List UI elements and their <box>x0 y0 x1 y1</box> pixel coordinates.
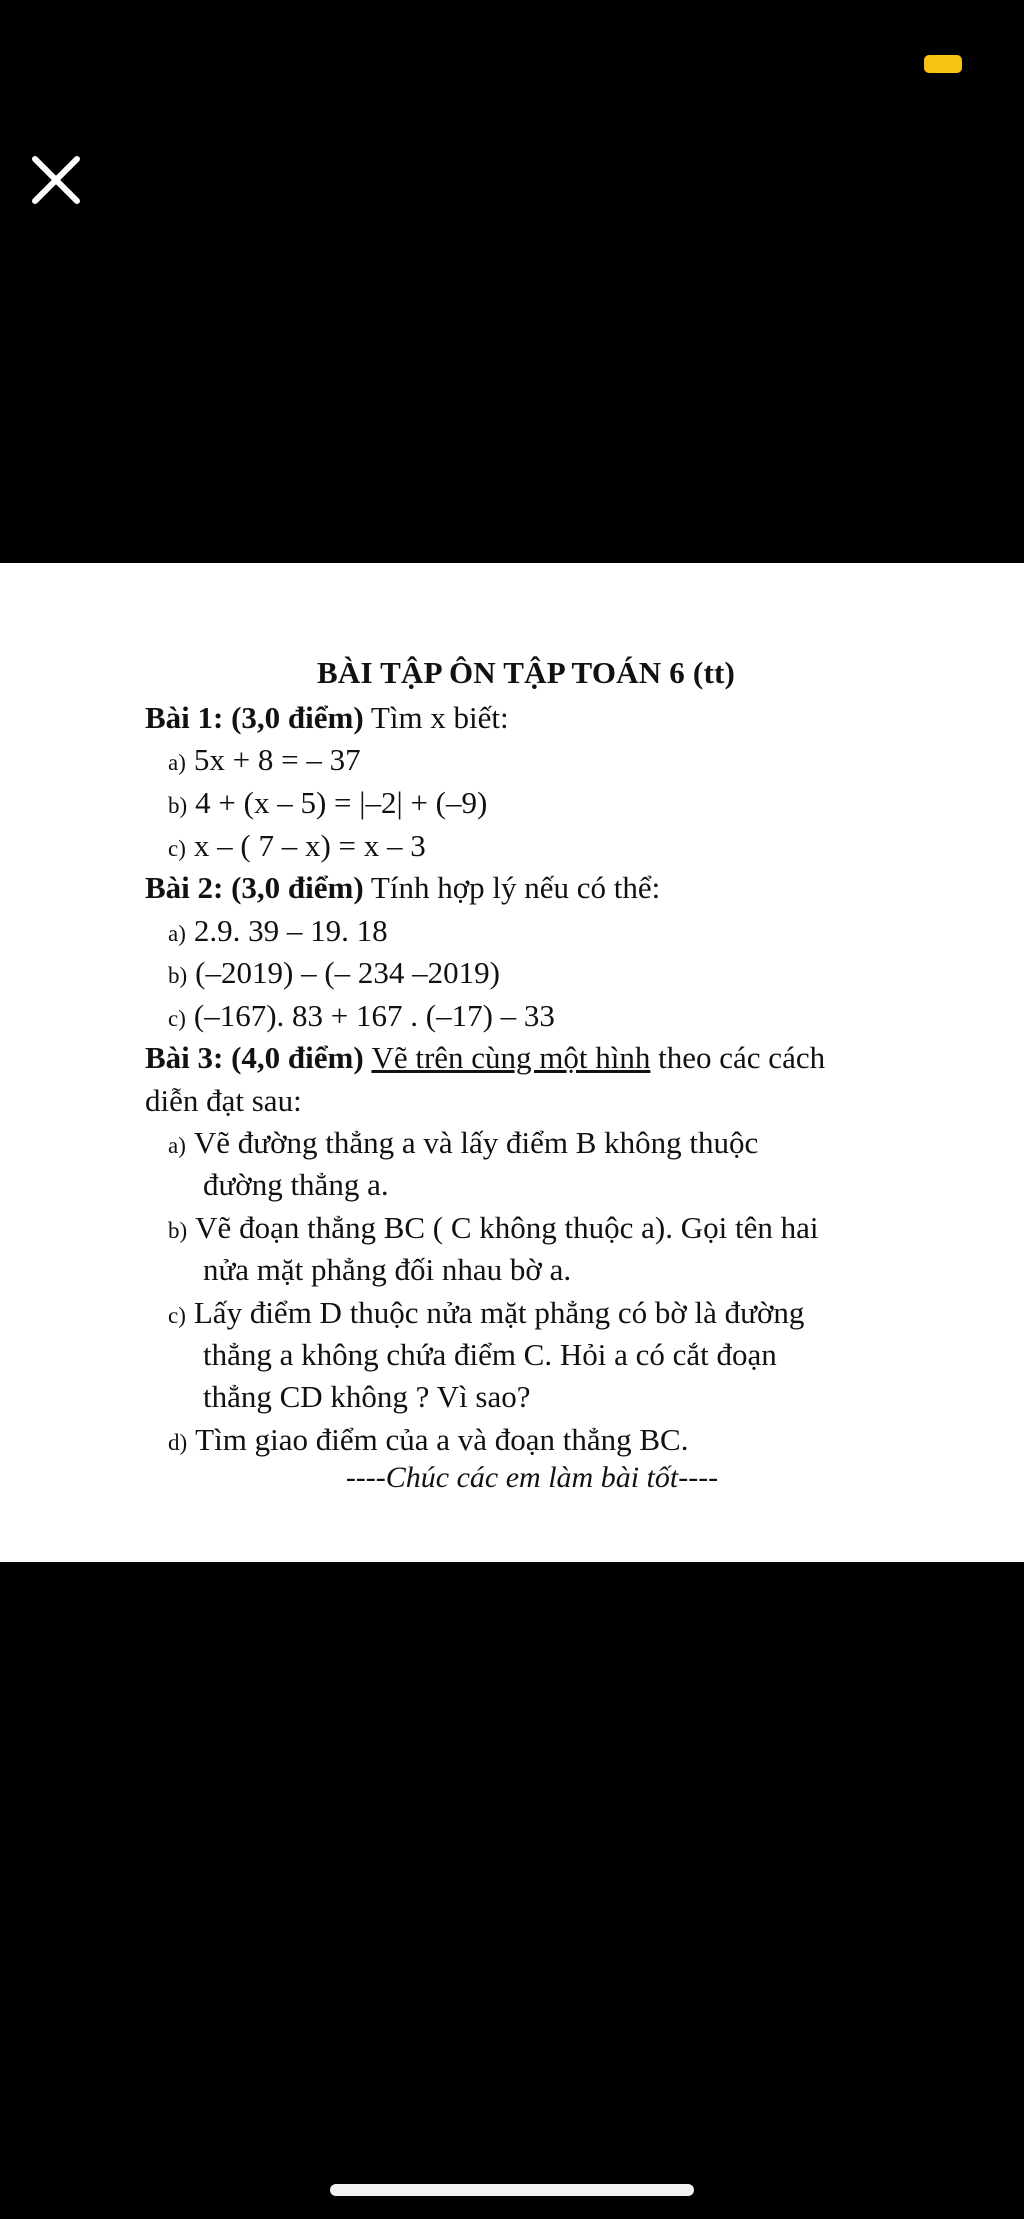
bai3-item-a-line1: a) Vẽ đường thẳng a và lấy điểm B không thuộc <box>168 1125 759 1160</box>
bai1-heading-line <box>145 698 509 738</box>
bai3-item-d-line1: d) Tìm giao điểm của a và đoạn thẳng BC. <box>168 1422 689 1457</box>
bai1-heading: Bài 1: (3,0 điểm) <box>145 700 364 735</box>
recording-indicator <box>924 55 962 73</box>
bai2-item-a: a) 2.9. 39 – 19. 18 <box>168 913 388 948</box>
bai1-item-b: b) 4 + (x – 5) = |–2| + (–9) <box>168 785 488 820</box>
bai1-item-a: a) 5x + 8 = – 37 <box>168 742 361 777</box>
bai2-item-b: b) (–2019) – (– 234 –2019) <box>168 955 500 990</box>
bai2-heading-line <box>145 868 660 908</box>
bai3-item-c-line1: c) Lấy điểm D thuộc nửa mặt phẳng có bờ là đường <box>168 1295 805 1330</box>
bai3-underlined: Vẽ trên cùng một hình <box>371 1040 651 1075</box>
bai2-prompt: Tính hợp lý nếu có thể: <box>363 870 661 905</box>
document-photo <box>0 563 1024 1562</box>
bai3-item-b-line2: nửa mặt phẳng đối nhau bờ a. <box>203 1252 572 1287</box>
home-indicator[interactable] <box>330 2184 694 2196</box>
bai3-item-c-line3: thẳng CD không ? Vì sao? <box>203 1379 531 1414</box>
bai3-prompt-line2: diễn đạt sau: <box>145 1083 302 1118</box>
closing-line: ----Chúc các em làm bài tốt---- <box>345 1461 719 1494</box>
bai3-item-c-line2: thẳng a không chứa điểm C. Hỏi a có cắt đoạn <box>203 1337 777 1372</box>
bai3-item-b-line1: b) Vẽ đoạn thẳng BC ( C không thuộc a). Gọi tên hai <box>168 1210 819 1245</box>
bai3-item-a-line2: đường thẳng a. <box>203 1167 389 1202</box>
close-button[interactable] <box>26 150 86 210</box>
bai1-item-c: c) x – ( 7 – x) = x – 3 <box>168 828 426 863</box>
bai2-item-c: c) (–167). 83 + 167 . (–17) – 33 <box>168 998 555 1033</box>
bai1-prompt: Tìm x biết: <box>363 700 509 735</box>
document-title: BÀI TẬP ÔN TẬP TOÁN 6 (tt) <box>316 655 736 690</box>
bai3-heading-line <box>145 1038 825 1078</box>
close-icon <box>26 150 86 210</box>
bai3-heading: Bài 3: (4,0 điểm) <box>145 1040 364 1075</box>
bai2-heading: Bài 2: (3,0 điểm) <box>145 870 364 905</box>
bai3-prompt-rest: theo các cách <box>650 1040 826 1075</box>
